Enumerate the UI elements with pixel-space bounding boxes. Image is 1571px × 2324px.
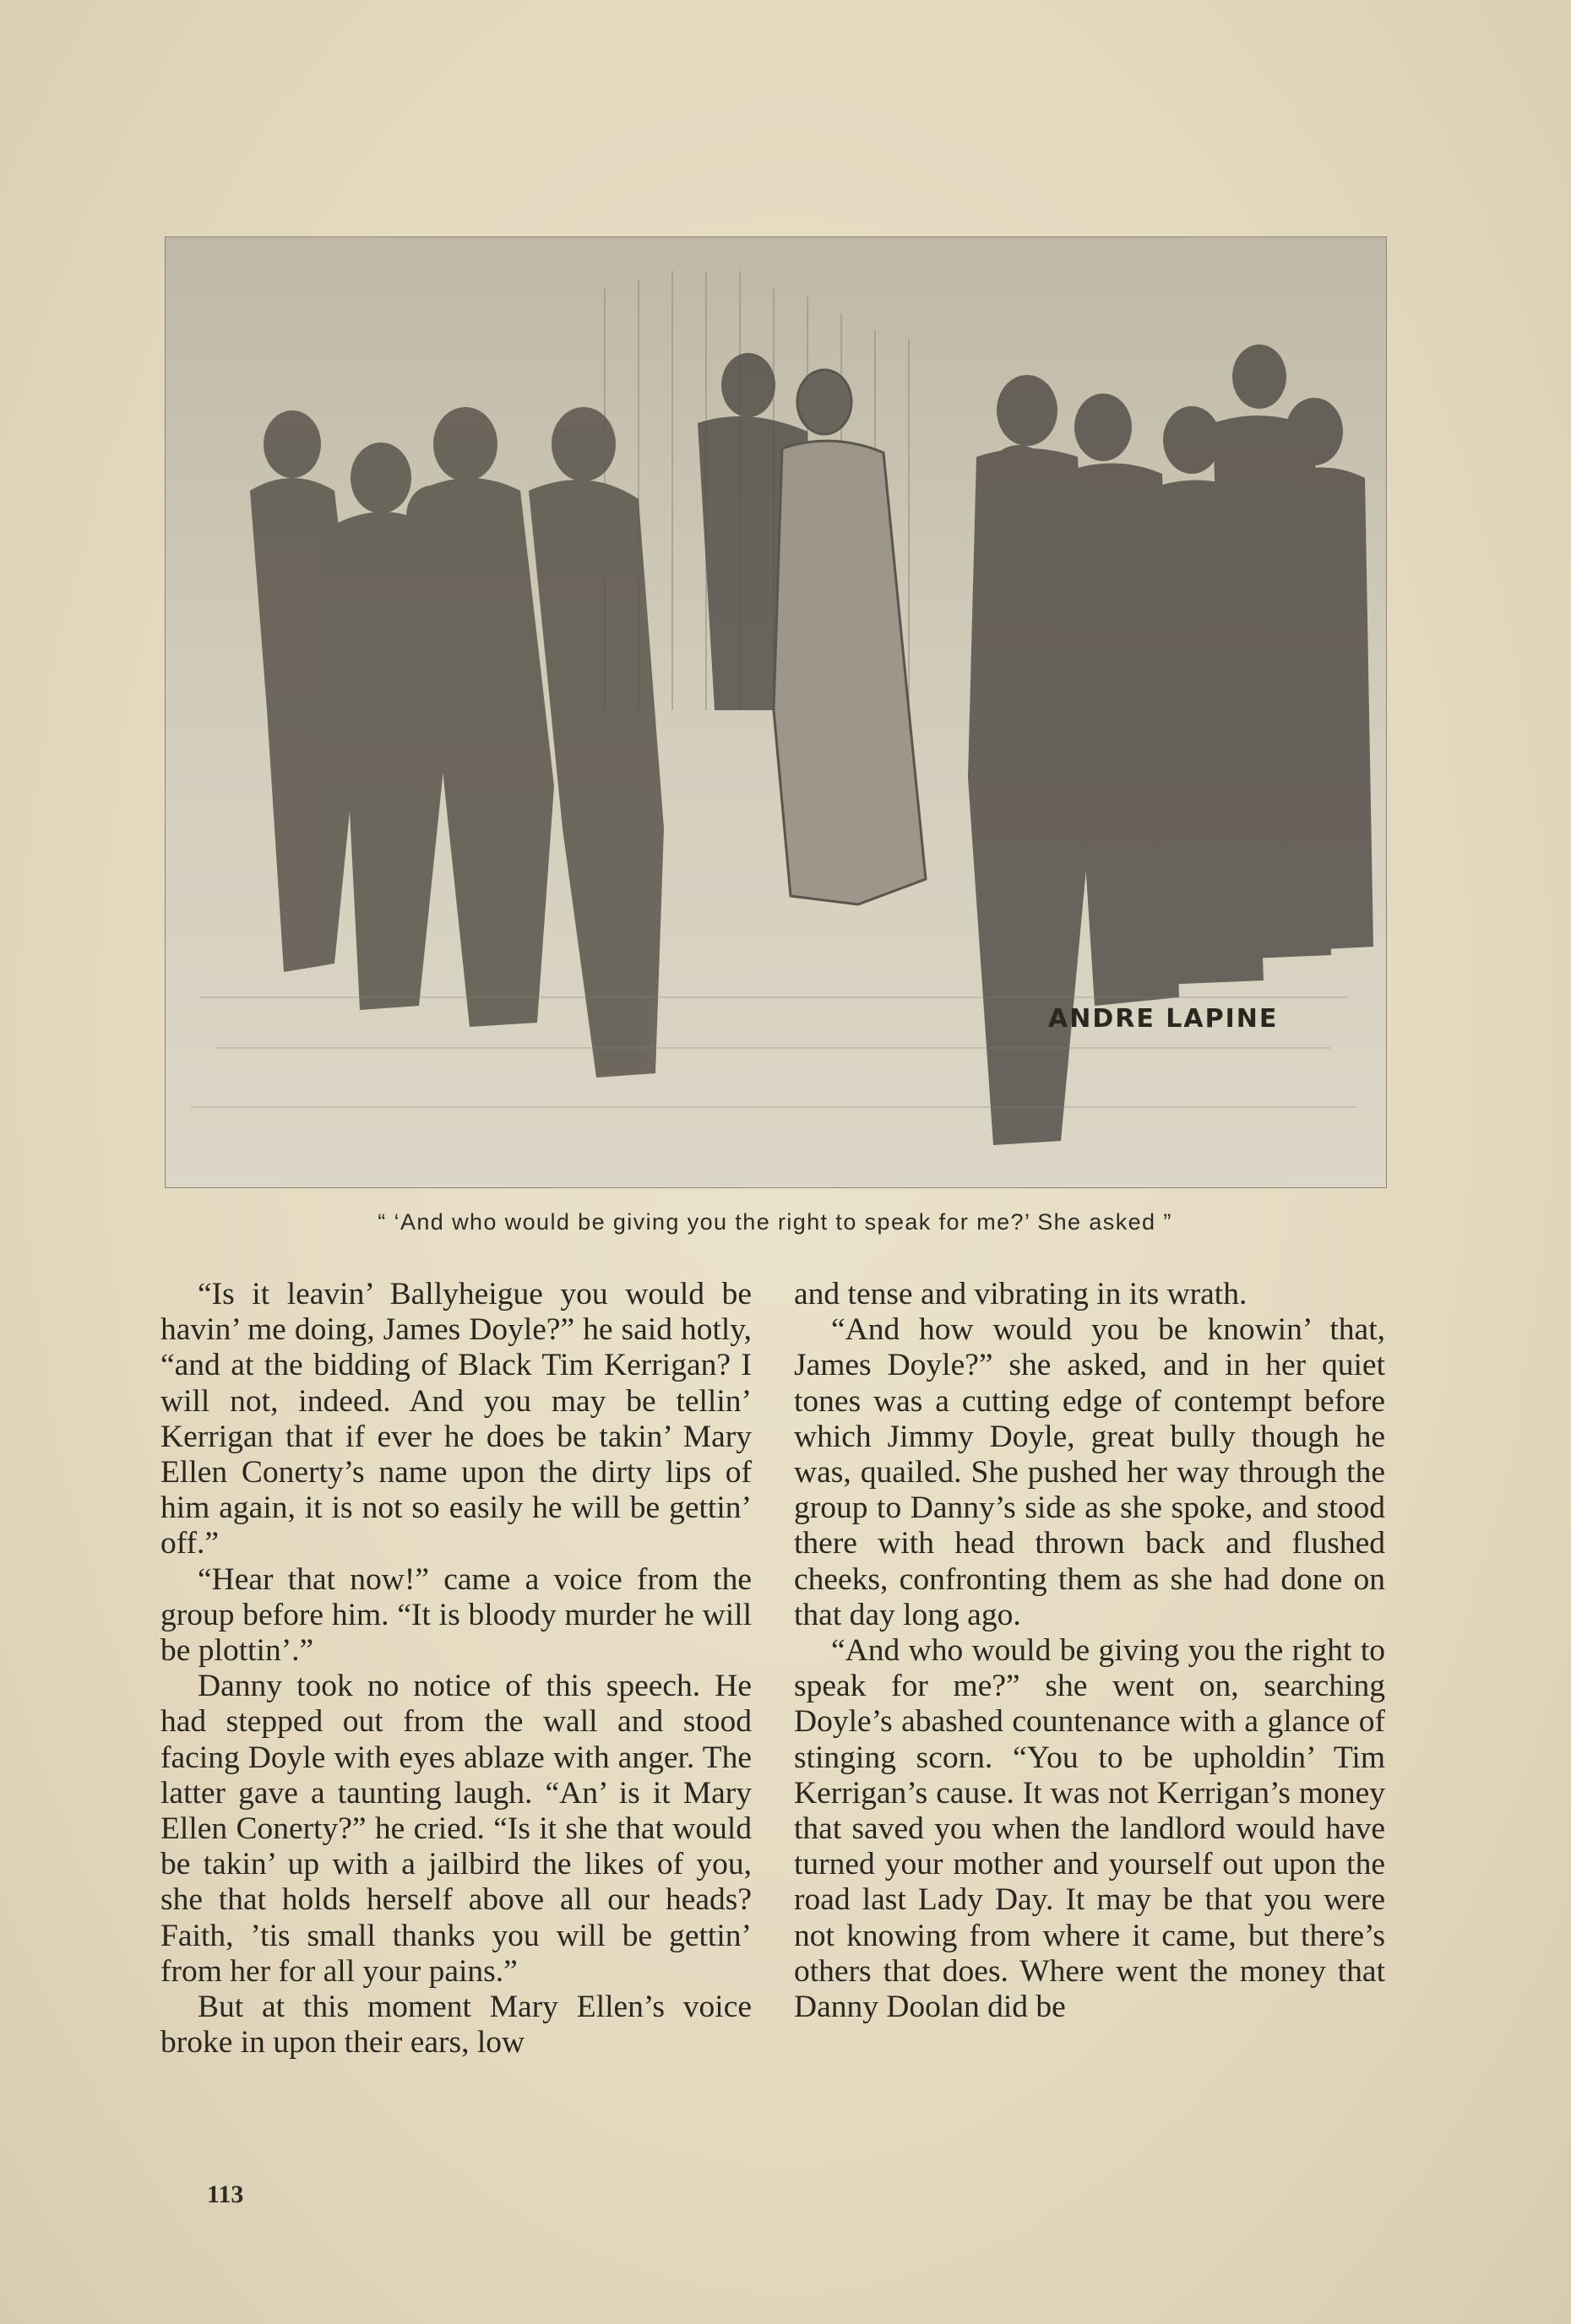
page-number: 113 bbox=[207, 2180, 244, 2208]
paragraph: “And who would be giving you the right to speak for me?” she went on, searching Doyle’s abashed countenance with a glance of stinging scorn. “You to be upholdin’ Tim Kerrigan’s cause. It was not Kerrigan’s money that saved you when the landlord would have turned your mother and yourself out upon the road last Lady Day. It may be that you were not knowing from where it came, but there’s others that does. Where went the money that Danny Doolan did be bbox=[794, 1633, 1385, 2025]
illustration-caption: “ ‘And who would be giving you the right to speak for me?’ She asked ” bbox=[378, 1209, 1172, 1235]
right-column bbox=[794, 1277, 1385, 2025]
paragraph: But at this moment Mary Ellen’s voice broke in upon their ears, low bbox=[160, 1990, 752, 2061]
paragraph: Danny took no notice of this speech. He had stepped out from the wall and stood facing Doyle with eyes ablaze with anger. The latter gave a taunting laugh. “An’ is it Mary Ellen Conerty?” he cried. “Is it she that would be takin’ up with a jailbird the likes of you, she that holds herself above all our heads? Faith, ’tis small thanks you will be gettin’ from her for all your pains.” bbox=[160, 1669, 752, 1989]
crowd-sketch bbox=[166, 237, 1386, 1187]
paragraph: “Is it leavin’ Ballyheigue you would be havin’ me doing, James Doyle?” he said hotly, “and at the bidding of Black Tim Kerrigan? I will not, indeed. And you may be tellin’ Kerrigan that if ever he does be takin’ Mary Ellen Conerty’s name upon the dirty lips of him again, it is not so easily he will be gettin’ off.” bbox=[160, 1277, 752, 1561]
paragraph: “Hear that now!” came a voice from the group before him. “It is bloody murder he will be plottin’.” bbox=[160, 1561, 752, 1669]
left-column bbox=[160, 1277, 752, 2061]
artist-signature: ANDRE LAPINE bbox=[1048, 1004, 1279, 1034]
illustration bbox=[165, 236, 1387, 1188]
paragraph: “And how would you be knowin’ that, James Doyle?” she asked, and in her quiet tones was a cutting edge of contempt before which Jimmy Doyle, great bully though he was, quailed. She pushed her way through the group to Danny’s side as she spoke, and stood there with head thrown back and flushed cheeks, confronting them as she had done on that day long ago. bbox=[794, 1312, 1385, 1632]
paragraph: and tense and vibrating in its wrath. bbox=[794, 1277, 1248, 1311]
